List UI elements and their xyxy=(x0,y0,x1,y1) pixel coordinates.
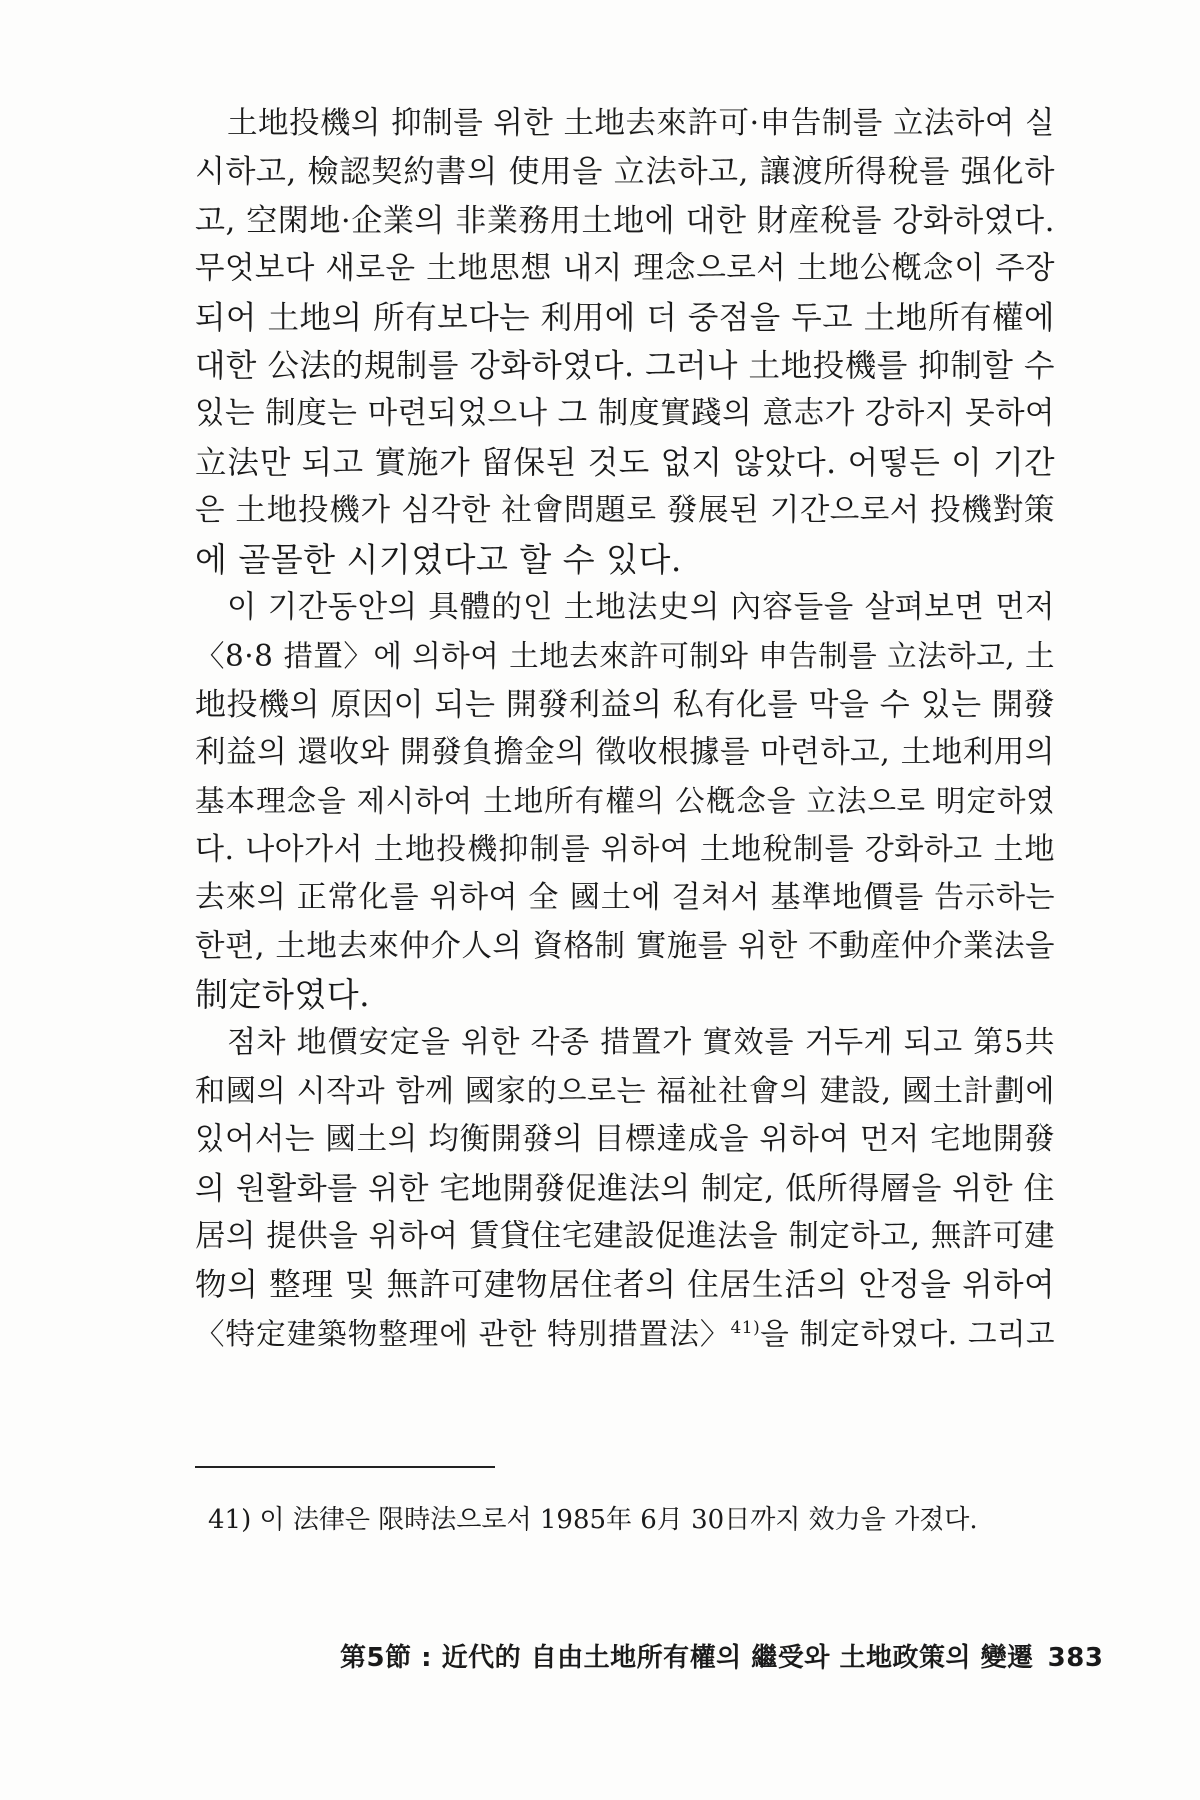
text-line: 物의 整理 및 無許可建物居住者의 住居生活의 안정을 위하여 xyxy=(195,1267,1055,1304)
footnote: 41) 이 法律은 限時法으로서 1985年 6月 30日까지 效力을 가졌다. xyxy=(208,1505,978,1535)
running-footer xyxy=(340,1640,1104,1676)
text-line: 고, 空閑地·企業의 非業務用土地에 대한 財産稅를 강화하였다. xyxy=(195,202,1055,239)
text-line: 利益의 還收와 開發負擔金의 徵收根據를 마련하고, 土地利用의 xyxy=(195,735,1055,771)
text-line: 의 원활화를 위한 宅地開發促進法의 制定, 低所得層을 위한 住 xyxy=(195,1170,1055,1207)
text-line: 制定하였다. xyxy=(195,975,371,1015)
law-title: 〈特定建築物整理에 관한 特別措置法〉 xyxy=(195,1316,731,1351)
text-line: 있는 制度는 마련되었으나 그 制度實踐의 意志가 강하지 못하여 xyxy=(195,396,1055,432)
running-head: 第5節 : 近代的 自由土地所有權의 繼受와 土地政策의 變遷 xyxy=(340,1643,1034,1673)
text-line: 居의 提供을 위하여 賃貸住宅建設促進法을 制定하고, 無許可建 xyxy=(195,1218,1055,1254)
text-line: 점차 地價安定을 위한 각종 措置가 實效를 거두게 되고 第5共 xyxy=(227,1025,1055,1061)
text-line: 去來의 正常化를 위하여 全 國土에 걸쳐서 基準地價를 告示하는 xyxy=(195,880,1055,916)
text-line-tail: 을 制定하였다. 그리고 xyxy=(760,1316,1055,1351)
text-line: 에 골몰한 시기였다고 할 수 있다. xyxy=(195,539,682,579)
text-line: 地投機의 原因이 되는 開發利益의 私有化를 막을 수 있는 開發 xyxy=(195,686,1055,723)
text-line: 대한 公法的規制를 강화하였다. 그러나 土地投機를 抑制할 수 xyxy=(195,347,1055,384)
text-line: 基本理念을 제시하여 土地所有權의 公槪念을 立法으로 明定하였 xyxy=(195,784,1055,819)
text-line: 이 기간동안의 具體的인 土地法史의 內容들을 살펴보면 먼저 xyxy=(227,589,1055,625)
footnote-divider xyxy=(195,1466,495,1468)
body-text xyxy=(195,100,1055,1358)
text-line: 土地投機의 抑制를 위한 土地去來許可·申告制를 立法하여 실 xyxy=(227,106,1055,141)
text-line: 있어서는 國土의 均衡開發의 目標達成을 위하여 먼저 宅地開發 xyxy=(195,1122,1055,1158)
text-line: 시하고, 檢認契約書의 使用을 立法하고, 讓渡所得稅를 强化하 xyxy=(195,154,1055,191)
text-line: 되어 土地의 所有보다는 利用에 더 중점을 두고 土地所有權에 xyxy=(195,299,1055,336)
text-line: 立法만 되고 實施가 留保된 것도 없지 않았다. 어떻든 이 기간 xyxy=(195,444,1055,481)
text-line: 〈8·8 措置〉에 의하여 土地去來許可制와 申告制를 立法하고, 土 xyxy=(195,639,1055,674)
text-line: 다. 나아가서 土地投機抑制를 위하여 土地稅制를 강화하고 土地 xyxy=(195,831,1055,867)
page-number: 383 xyxy=(1047,1643,1104,1673)
text-line-with-footnote-ref xyxy=(195,1310,1055,1358)
text-line: 은 土地投機가 심각한 社會問題로 發展된 기간으로서 投機對策 xyxy=(195,493,1055,529)
text-line: 한편, 土地去來仲介人의 資格制 實施를 위한 不動産仲介業法을 xyxy=(195,928,1055,964)
footnote-reference: 41) xyxy=(730,1317,761,1338)
text-line: 和國의 시작과 함께 國家的으로는 福祉社會의 建設, 國土計劃에 xyxy=(195,1073,1055,1109)
text-line: 무엇보다 새로운 土地思想 내지 理念으로서 土地公槪念이 주장 xyxy=(195,251,1055,287)
